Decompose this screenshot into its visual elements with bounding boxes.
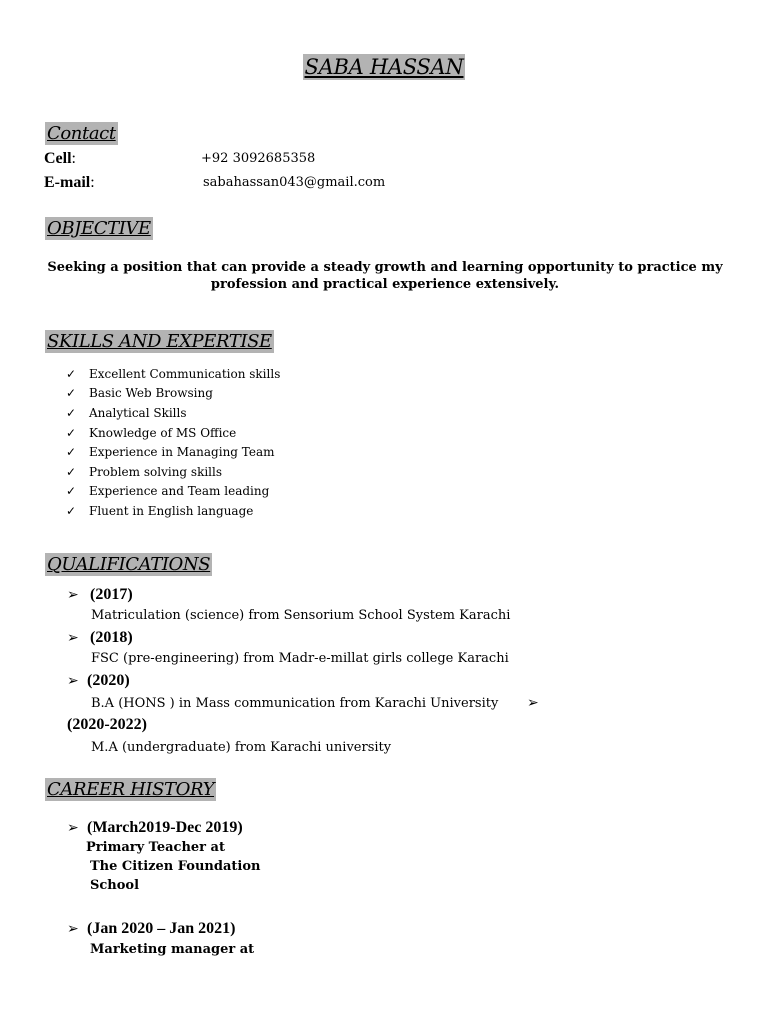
objective-heading: OBJECTIVE (47, 218, 151, 239)
qualification-year: (2017) (90, 586, 133, 603)
arrow-icon: ➢ (67, 630, 79, 646)
check-icon: ✓ (66, 484, 77, 499)
skill-item: ✓ Fluent in English language (66, 503, 254, 518)
check-icon: ✓ (66, 503, 77, 518)
career-period: (Jan 2020 – Jan 2021) (87, 920, 236, 937)
arrow-icon: ➢ (67, 587, 79, 603)
check-icon: ✓ (66, 405, 77, 420)
check-icon: ✓ (66, 366, 77, 381)
objective-text: Seeking a position that can provide a steady growth and learning opportunity to practice my profession and practical experience extensively. (47, 260, 723, 292)
contact-heading: Contact (47, 123, 116, 144)
check-icon: ✓ (66, 386, 77, 401)
career-role: Primary Teacher at (86, 840, 225, 855)
arrow-icon: ➢ (67, 921, 79, 937)
skill-item: ✓ Basic Web Browsing (66, 386, 213, 401)
career-role: Marketing manager at (90, 942, 255, 957)
email-value: sabahassan043@gmail.com (203, 175, 386, 190)
arrow-icon: ➢ (67, 673, 79, 689)
career-period: (March2019-Dec 2019) (87, 819, 243, 836)
check-icon: ✓ (66, 425, 77, 440)
skill-item: ✓ Knowledge of MS Office (66, 425, 237, 440)
qualification-year: (2020-2022) (67, 716, 147, 733)
qualifications-heading: QUALIFICATIONS (47, 554, 211, 575)
skill-item: ✓ Experience in Managing Team (66, 445, 275, 460)
skills-heading: SKILLS AND EXPERTISE (47, 331, 272, 352)
arrow-icon: ➢ (527, 695, 539, 711)
arrow-icon: ➢ (67, 820, 79, 836)
skills-list (66, 364, 280, 521)
career-organization: School (90, 878, 140, 893)
cell-label: Cell: (44, 150, 76, 167)
skill-item: ✓ Analytical Skills (66, 405, 187, 420)
email-label: E-mail: (44, 174, 95, 191)
cell-value: +92 3092685358 (201, 151, 316, 166)
check-icon: ✓ (66, 445, 77, 460)
qualification-year: (2018) (90, 629, 133, 646)
qualification-desc: FSC (pre-engineering) from Madr-e-millat girls college Karachi (91, 651, 509, 666)
email-separator: : (90, 174, 95, 191)
qualification-desc: M.A (undergraduate) from Karachi university (91, 740, 392, 755)
skill-item: ✓ Problem solving skills (66, 464, 223, 479)
skill-item: ✓ Experience and Team leading (66, 484, 270, 499)
skill-item: ✓ Excellent Communication skills (66, 366, 281, 381)
resume-name: SABA HASSAN (304, 55, 464, 79)
cell-separator: : (71, 150, 76, 167)
qualification-year: (2020) (87, 672, 130, 689)
career-organization: The Citizen Foundation (90, 859, 261, 874)
qualification-desc: B.A (HONS ) in Mass communication from Karachi University (91, 696, 499, 711)
check-icon: ✓ (66, 464, 77, 479)
qualification-desc: Matriculation (science) from Sensorium School System Karachi (91, 608, 511, 623)
career-heading: CAREER HISTORY (47, 779, 215, 800)
